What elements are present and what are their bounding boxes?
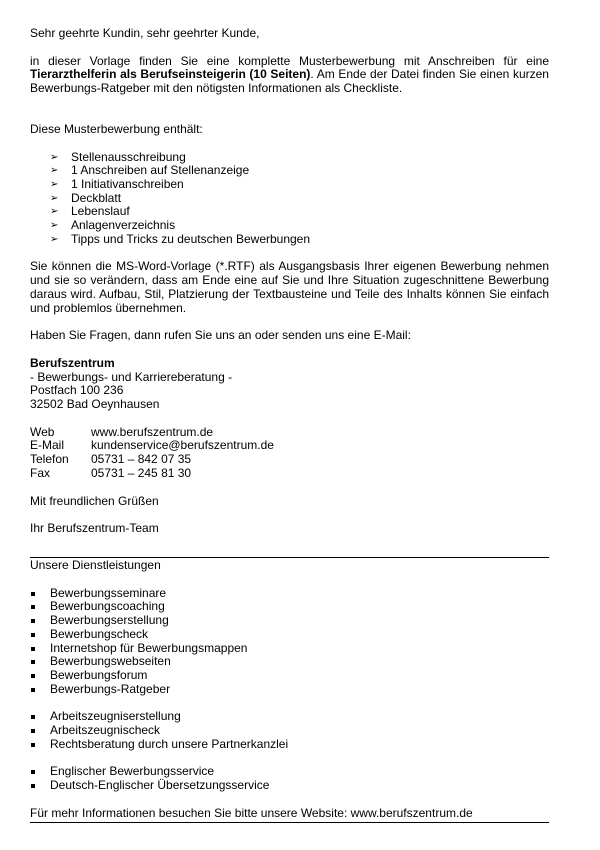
- contact-row: [30, 453, 549, 467]
- list-item-label: Bewerbungscoaching: [50, 599, 165, 614]
- services-list-2: [30, 710, 549, 751]
- list-item: [30, 779, 549, 793]
- square-bullet-icon: [31, 619, 35, 623]
- signature: Ihr Berufszentrum-Team: [30, 521, 159, 536]
- services-list-3: [30, 765, 549, 792]
- list-item-label: 1 Initiativanschreiben: [71, 176, 184, 191]
- contact-row: [30, 467, 549, 481]
- list-item: [30, 233, 549, 247]
- intro-bold-job-title: Tierarzthelferin als Berufseinsteigerin (10 Seiten): [30, 67, 311, 82]
- square-bullet-icon: [31, 633, 35, 637]
- usage-paragraph: Sie können die MS-Word-Vorlage (*.RTF) als Ausgangsbasis Ihrer eigenen Bewerbung nehmen und sie so verändern, dass am Ende eine auf Sie und Ihre Situation zugeschnittene Bewerbung daraus wird. Aufbau, Stil, Platzierung der Textbausteine und Teile des Inhalts können Sie einfach und problemlos übernehmen.: [30, 259, 549, 315]
- list-item: [30, 710, 549, 724]
- list-item-label: Bewerbungsseminare: [50, 585, 167, 600]
- intro-paragraph: [30, 55, 549, 96]
- contact-label: E-Mail: [30, 438, 65, 453]
- list-item-label: Stellenausschreibung: [71, 149, 186, 164]
- services-heading: Unsere Dienstleistungen: [30, 557, 161, 572]
- company-city: 32502 Bad Oeynhausen: [30, 397, 160, 412]
- square-bullet-icon: [31, 715, 35, 719]
- arrow-bullet-icon: ➢: [50, 206, 59, 218]
- contents-list: [30, 151, 549, 247]
- list-item: [30, 655, 549, 669]
- list-item-label: Bewerbungserstellung: [50, 613, 169, 628]
- list-item-label: Bewerbungswebseiten: [50, 654, 171, 669]
- list-item-label: Bewerbungsforum: [50, 667, 148, 682]
- contact-value: 05731 – 245 81 30: [91, 465, 192, 480]
- contact-row: [30, 426, 549, 440]
- list-item-label: Rechtsberatung durch unsere Partnerkanzlei: [50, 736, 289, 751]
- list-item: [30, 178, 549, 192]
- arrow-bullet-icon: ➢: [50, 220, 59, 232]
- company-name: Berufszentrum: [30, 355, 115, 370]
- greeting: Sehr geehrte Kundin, sehr geehrter Kunde,: [30, 26, 260, 40]
- footer-text: Für mehr Informationen besuchen Sie bitte unsere Website: www.berufszentrum.de: [30, 805, 473, 820]
- list-item: [30, 683, 549, 697]
- arrow-bullet-icon: ➢: [50, 165, 59, 177]
- list-item-label: Tipps und Tricks zu deutschen Bewerbungen: [71, 231, 311, 246]
- arrow-bullet-icon: ➢: [50, 151, 59, 163]
- arrow-bullet-icon: ➢: [50, 178, 59, 190]
- list-item-label: Deutsch-Englischer Übersetzungsservice: [50, 778, 270, 793]
- contact-block: [30, 426, 549, 481]
- questions-text: Haben Sie Fragen, dann rufen Sie uns an oder senden uns eine E-Mail:: [30, 328, 411, 343]
- list-item-label: Bewerbungscheck: [50, 626, 149, 641]
- services-list-1: [30, 587, 549, 697]
- company-postbox: Postfach 100 236: [30, 383, 124, 398]
- list-item-label: 1 Anschreiben auf Stellenanzeige: [71, 163, 250, 178]
- contact-value: www.berufszentrum.de: [91, 424, 214, 439]
- square-bullet-icon: [31, 592, 35, 596]
- list-item: [30, 164, 549, 178]
- divider-bottom: [30, 822, 549, 823]
- list-item-label: Bewerbungs-Ratgeber: [50, 681, 171, 696]
- square-bullet-icon: [31, 647, 35, 651]
- square-bullet-icon: [31, 784, 35, 788]
- list-item: [30, 738, 549, 752]
- contact-label: Telefon: [30, 452, 69, 467]
- contact-value: 05731 – 842 07 35: [91, 452, 192, 467]
- list-item: [30, 614, 549, 628]
- document-page: [30, 27, 549, 823]
- list-item: [30, 628, 549, 642]
- company-tagline: - Bewerbungs- und Karriereberatung -: [30, 369, 233, 384]
- arrow-bullet-icon: ➢: [50, 192, 59, 204]
- square-bullet-icon: [31, 660, 35, 664]
- list-item-label: Englischer Bewerbungsservice: [50, 764, 215, 779]
- list-item: [30, 600, 549, 614]
- list-item-label: Arbeitszeugnischeck: [50, 723, 161, 738]
- intro-text-1: in dieser Vorlage finden Sie eine komplette Musterbewerbung mit Anschreiben für eine: [30, 53, 549, 68]
- contents-heading: Diese Musterbewerbung enthält:: [30, 121, 203, 136]
- square-bullet-icon: [31, 605, 35, 609]
- list-item-label: Lebenslauf: [71, 204, 130, 219]
- list-item: [30, 765, 549, 779]
- square-bullet-icon: [31, 729, 35, 733]
- contact-label: Web: [30, 424, 55, 439]
- square-bullet-icon: [31, 743, 35, 747]
- list-item-label: Deckblatt: [71, 190, 122, 205]
- square-bullet-icon: [31, 674, 35, 678]
- contact-row: [30, 439, 549, 453]
- contact-value: kundenservice@berufszentrum.de: [91, 438, 274, 453]
- list-item-label: Internetshop für Bewerbungsmappen: [50, 640, 248, 655]
- square-bullet-icon: [31, 770, 35, 774]
- arrow-bullet-icon: ➢: [50, 233, 59, 245]
- closing: Mit freundlichen Grüßen: [30, 493, 159, 508]
- list-item: [30, 151, 549, 165]
- list-item: [30, 669, 549, 683]
- list-item: [30, 205, 549, 219]
- list-item: [30, 724, 549, 738]
- list-item: [30, 192, 549, 206]
- intro-text-2: . Am Ende der Datei finden Sie einen kurzen Bewerbungs-Ratgeber mit den nötigsten Informationen als Checkliste.: [30, 67, 549, 96]
- list-item: [30, 642, 549, 656]
- list-item: [30, 587, 549, 601]
- contact-label: Fax: [30, 465, 51, 480]
- square-bullet-icon: [31, 688, 35, 692]
- list-item: [30, 219, 549, 233]
- list-item-label: Arbeitszeugniserstellung: [50, 709, 181, 724]
- list-item-label: Anlagenverzeichnis: [71, 218, 176, 233]
